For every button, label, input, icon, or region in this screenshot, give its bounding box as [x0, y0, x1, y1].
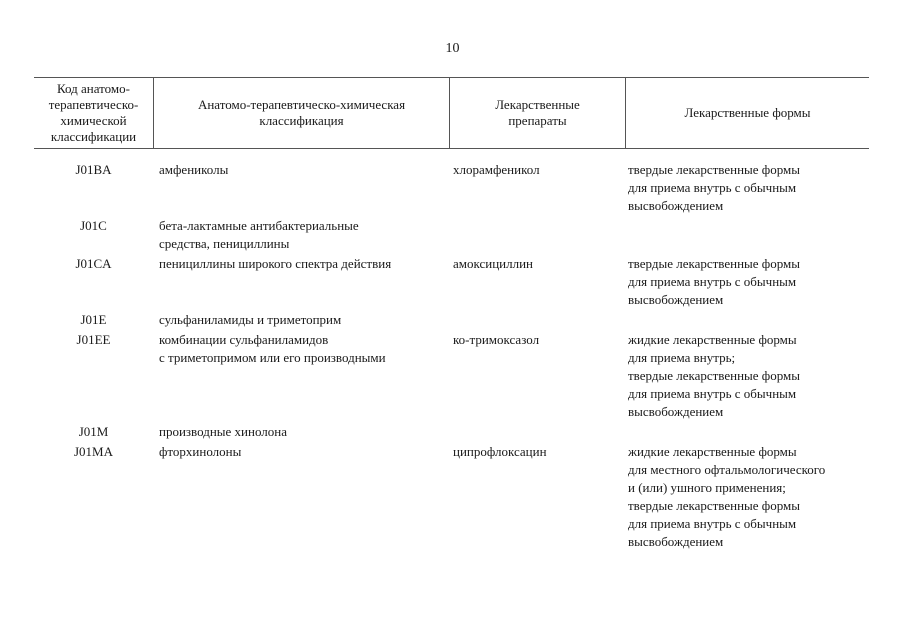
table-row — [34, 423, 869, 441]
atc-classification-line: средства, пенициллины — [159, 236, 290, 251]
dosage-form-line: твердые лекарственные формы — [628, 368, 800, 383]
header-text-line: Анатомо-терапевтическо-химическая — [197, 97, 406, 112]
dosage-form-line: для приема внутрь с обычным — [628, 516, 797, 531]
dosage-forms — [625, 331, 869, 421]
atc-classification-line: производные хинолона — [159, 424, 288, 439]
dosage-form-line: для приема внутрь; — [628, 350, 736, 365]
header-text-line: Лекарственные формы — [684, 105, 811, 120]
dosage-form-line: для приема внутрь с обычным — [628, 386, 797, 401]
dosage-form-line: высвобождением — [628, 198, 724, 213]
dosage-form-line: жидкие лекарственные формы — [628, 444, 797, 459]
header-atc-code — [34, 78, 153, 148]
header-atc-classification — [153, 78, 449, 148]
atc-code: J01BA — [75, 162, 112, 177]
dosage-form-line: жидкие лекарственные формы — [628, 332, 797, 347]
drug-name — [449, 217, 625, 253]
table-header — [34, 77, 869, 149]
atc-classification-line: фторхинолоны — [159, 444, 242, 459]
atc-code: J01EE — [76, 332, 111, 347]
atc-classification-line: амфениколы — [159, 162, 229, 177]
drug-name-line: ко-тримоксазол — [453, 332, 540, 347]
header-drugs — [449, 78, 625, 148]
drug-name — [449, 255, 625, 309]
dosage-forms — [625, 311, 869, 329]
atc-classification — [153, 423, 449, 441]
atc-classification-line: сульфаниламиды и триметоприм — [159, 312, 342, 327]
dosage-form-line: твердые лекарственные формы — [628, 256, 800, 271]
drug-name — [449, 311, 625, 329]
page-number: 10 — [445, 41, 460, 56]
drug-classification-table — [34, 77, 869, 553]
dosage-form-line: для приема внутрь с обычным — [628, 274, 797, 289]
dosage-form-line: и (или) ушного применения; — [628, 480, 786, 495]
dosage-form-line: твердые лекарственные формы — [628, 498, 800, 513]
table-row — [34, 161, 869, 215]
drug-name-line: хлорамфеникол — [453, 162, 540, 177]
atc-classification-line: пенициллины широкого спектра действия — [159, 256, 392, 271]
atc-classification — [153, 161, 449, 215]
header-text-line: классификации — [50, 129, 137, 144]
dosage-form-line: твердые лекарственные формы — [628, 162, 800, 177]
atc-code: J01CA — [75, 256, 112, 271]
atc-code: J01E — [80, 312, 107, 327]
header-text-line: химической — [60, 113, 127, 128]
dosage-forms — [625, 423, 869, 441]
table-row — [34, 255, 869, 309]
table-row — [34, 217, 869, 253]
atc-classification — [153, 331, 449, 421]
drug-name — [449, 443, 625, 551]
table-body — [34, 149, 869, 551]
atc-classification — [153, 217, 449, 253]
drug-name-line: ципрофлоксацин — [453, 444, 547, 459]
table-row — [34, 311, 869, 329]
dosage-form-line: высвобождением — [628, 292, 724, 307]
drug-name — [449, 331, 625, 421]
drug-name-line: амоксициллин — [453, 256, 534, 271]
dosage-forms — [625, 161, 869, 215]
atc-classification-line: бета-лактамные антибактериальные — [159, 218, 359, 233]
header-text-line: классификация — [259, 113, 344, 128]
atc-classification — [153, 443, 449, 551]
atc-classification — [153, 311, 449, 329]
header-text-line: препараты — [508, 113, 567, 128]
header-text-line: Лекарственные — [495, 97, 580, 112]
dosage-forms — [625, 217, 869, 253]
atc-code: J01M — [78, 424, 109, 439]
drug-name — [449, 423, 625, 441]
dosage-form-line: высвобождением — [628, 404, 724, 419]
dosage-form-line: для приема внутрь с обычным — [628, 180, 797, 195]
drug-name — [449, 161, 625, 215]
dosage-form-line: для местного офтальмологического — [628, 462, 826, 477]
atc-classification-line: комбинации сульфаниламидов — [159, 332, 329, 347]
header-dosage-forms — [625, 78, 869, 148]
dosage-form-line: высвобождением — [628, 534, 724, 549]
header-text-line: Код анатомо- — [57, 81, 130, 96]
atc-code: J01MA — [73, 444, 113, 459]
atc-code: J01C — [80, 218, 107, 233]
table-row — [34, 443, 869, 551]
atc-classification — [153, 255, 449, 309]
header-text-line: терапевтическо- — [48, 97, 139, 112]
dosage-forms — [625, 443, 869, 551]
table-row — [34, 331, 869, 421]
atc-classification-line: с триметопримом или его производными — [159, 350, 386, 365]
dosage-forms — [625, 255, 869, 309]
